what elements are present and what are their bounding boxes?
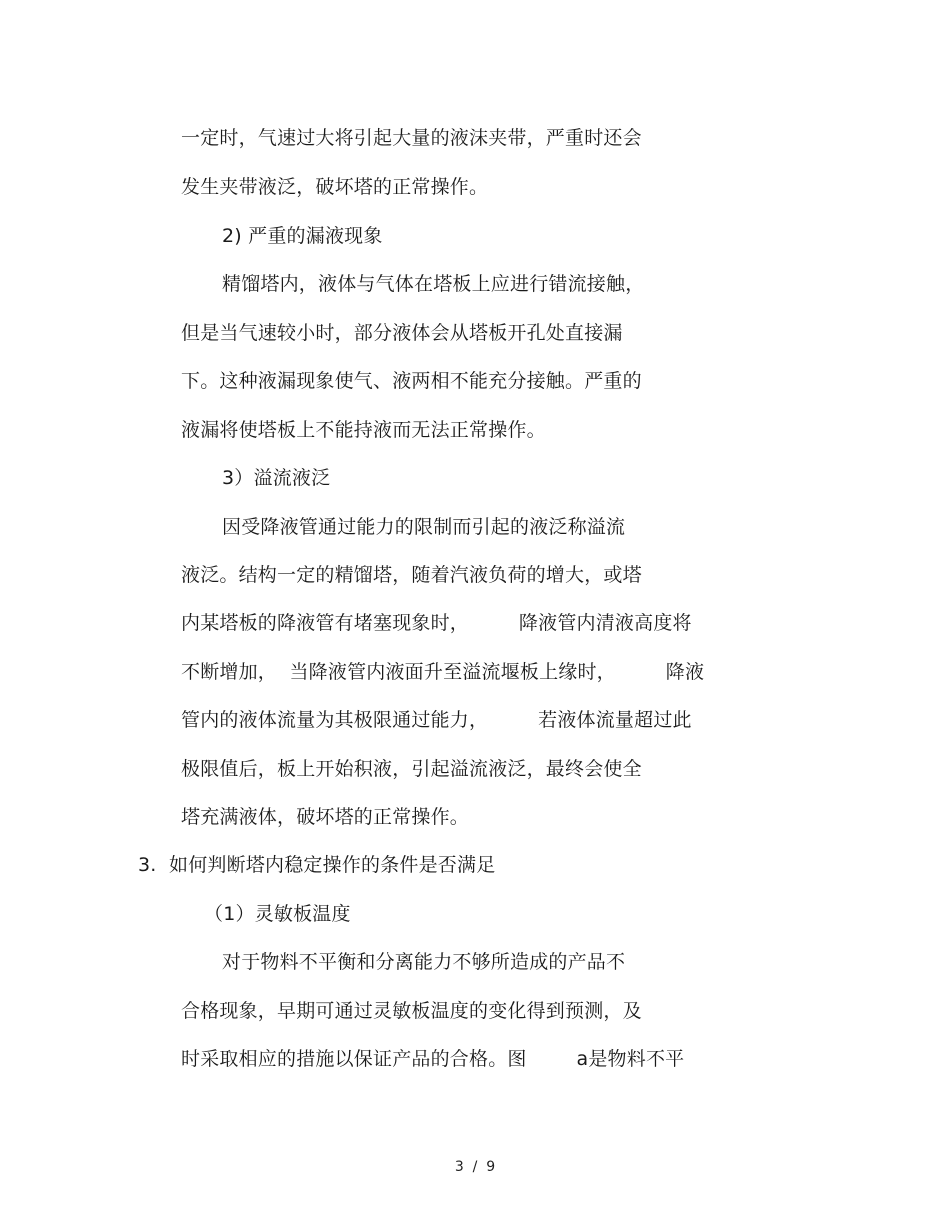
- text-line: 发生夹带液泛，破坏塔的正常操作。: [181, 176, 489, 198]
- text-line: 因受降液管通过能力的限制而引起的液泛称溢流: [222, 516, 626, 538]
- text-line: 塔充满液体，破坏塔的正常操作。: [181, 806, 470, 828]
- text-line: 内某塔板的降液管有堵塞现象时， 降液管内清液高度将: [181, 612, 692, 634]
- subheading-leakage: 2) 严重的漏液现象: [222, 225, 383, 247]
- text-line: 精馏塔内，液体与气体在塔板上应进行错流接触，: [222, 273, 645, 295]
- text-line: 液漏将使塔板上不能持液而无法正常操作。: [181, 419, 546, 441]
- text-line: 液泛。结构一定的精馏塔，随着汽液负荷的增大，或塔: [181, 564, 642, 586]
- text-line: 极限值后，板上开始积液，引起溢流液泛，最终会使全: [181, 758, 642, 780]
- text-line: 但是当气速较小时，部分液体会从塔板开孔处直接漏: [181, 322, 623, 344]
- text-line: 时采取相应的措施以保证产品的合格。图 a是物料不平: [181, 1048, 685, 1070]
- section-heading-3: 3. 如何判断塔内稳定操作的条件是否满足: [138, 854, 496, 876]
- text-line: 下。这种液漏现象使气、液两相不能充分接触。严重的: [181, 370, 642, 392]
- text-line: 合格现象，早期可通过灵敏板温度的变化得到预测，及: [181, 1000, 642, 1022]
- page-number: 3 / 9: [454, 1159, 496, 1175]
- text-line: 对于物料不平衡和分离能力不够所造成的产品不: [222, 951, 626, 973]
- subheading-sensitive-plate: （1）灵敏板温度: [204, 903, 351, 925]
- text-line: 不断增加， 当降液管内液面升至溢流堰板上缘时， 降液: [181, 661, 705, 683]
- text-line: 一定时，气速过大将引起大量的液沫夹带，严重时还会: [181, 127, 642, 149]
- text-line: 管内的液体流量为其极限通过能力， 若液体流量超过此: [181, 709, 692, 731]
- subheading-overflow-flooding: 3）溢流液泛: [222, 467, 331, 489]
